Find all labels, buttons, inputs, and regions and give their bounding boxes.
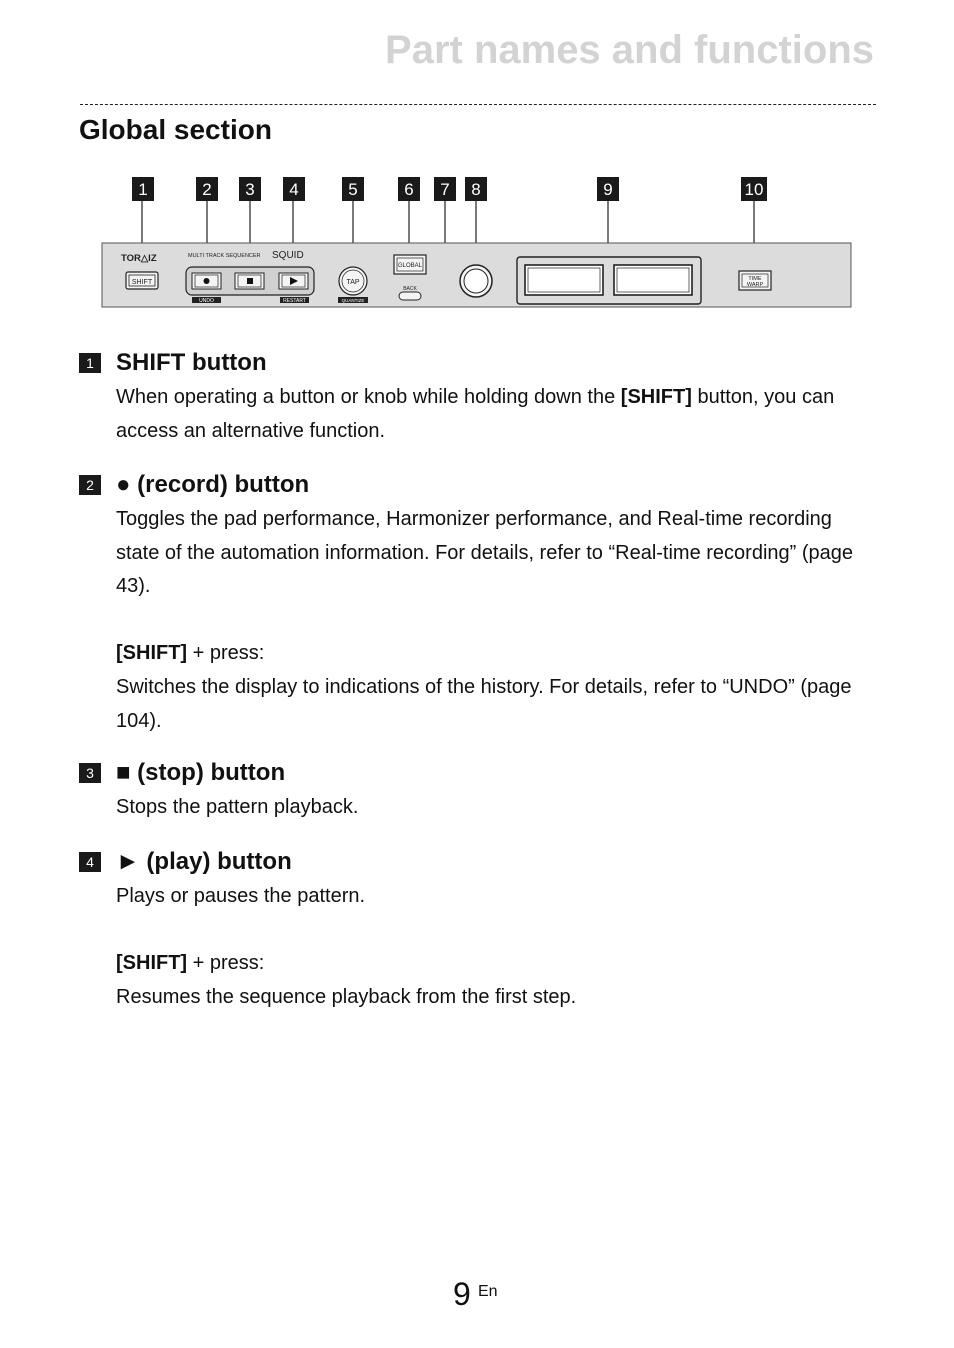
item-title: SHIFT button <box>116 349 267 376</box>
shift-press-label: [SHIFT] + press: <box>116 642 265 664</box>
back-button-diagram <box>399 292 421 300</box>
callout-box-6 <box>398 177 420 201</box>
time-warp-button-diagram <box>739 271 771 290</box>
product-logo: SQUID <box>272 250 304 261</box>
callout-box-10 <box>741 177 767 201</box>
item-description: Toggles the pad performance, Harmonizer performance, and Real-time recording state of the automation information. For details, refer to “Real-time recording” (page 43). <box>116 508 854 597</box>
page-number: 9 <box>453 1276 471 1312</box>
item-description: Stops the pattern playback. <box>116 796 359 818</box>
callout-label: 9 <box>603 180 613 199</box>
brand-logo: TOR△IZ <box>121 253 157 264</box>
callout-box-3 <box>239 177 261 201</box>
item-title: ► (play) button <box>116 848 292 875</box>
back-label: BACK <box>403 286 417 292</box>
callout-box-8 <box>465 177 487 201</box>
callout-label: 8 <box>471 180 481 199</box>
quantize-label: QUANTIZE <box>341 298 365 303</box>
callout-label: 3 <box>245 180 255 199</box>
restart-label: RESTART <box>283 298 306 304</box>
item-title: ■ (stop) button <box>116 759 286 786</box>
time-label: TIME <box>748 276 762 282</box>
item-number-box: 2 <box>79 475 101 495</box>
callout-box-2 <box>196 177 218 201</box>
callout-label: 7 <box>440 180 450 199</box>
item-description: Plays or pauses the pattern. <box>116 885 366 907</box>
callout-label: 5 <box>348 180 358 199</box>
stop-icon <box>247 278 253 284</box>
tap-button-diagram <box>339 267 367 295</box>
callout-box-1 <box>132 177 154 201</box>
global-section-diagram <box>0 0 954 320</box>
callout-box-7 <box>434 177 456 201</box>
callout-label: 6 <box>404 180 414 199</box>
item-number-box: 4 <box>79 852 101 872</box>
callout-box-4 <box>283 177 305 201</box>
callout-label: 10 <box>744 180 764 199</box>
item-number-box: 1 <box>79 353 101 373</box>
stop-button-diagram <box>235 273 264 289</box>
item-title: ● (record) button <box>116 471 310 498</box>
global-button-diagram <box>394 255 426 274</box>
page-title: Part names and functions <box>385 28 874 72</box>
sequencer-label: MULTI TRACK SEQUENCER <box>188 253 261 259</box>
callout-label: 2 <box>202 180 212 199</box>
tap-label: TAP <box>346 279 360 286</box>
shift-press-description: Switches the display to indications of the history. For details, refer to “UNDO” (page 104). <box>116 676 852 732</box>
play-button-diagram <box>279 273 308 289</box>
callout-label: 4 <box>289 180 299 199</box>
knob-diagram <box>460 265 492 297</box>
undo-label: UNDO <box>199 298 214 304</box>
shift-label: SHIFT <box>131 279 153 286</box>
page-language: En <box>478 1283 498 1300</box>
callout-box-5 <box>342 177 364 201</box>
callout-label: 1 <box>138 180 148 199</box>
global-label: GLOBAL <box>397 263 423 269</box>
item-description: When operating a button or knob while holding down the [SHIFT] button, you can access an alternative function. <box>116 386 835 442</box>
section-title: Global section <box>79 114 272 145</box>
callout-box-9 <box>597 177 619 201</box>
display-diagram <box>517 257 701 304</box>
shift-button-diagram <box>126 272 158 289</box>
record-button-diagram <box>192 273 221 289</box>
record-icon <box>204 278 210 284</box>
warp-label: WARP <box>746 282 764 288</box>
item-number-box: 3 <box>79 763 101 783</box>
shift-press-label: [SHIFT] + press: <box>116 952 265 974</box>
shift-press-description: Resumes the sequence playback from the first step. <box>116 986 577 1008</box>
